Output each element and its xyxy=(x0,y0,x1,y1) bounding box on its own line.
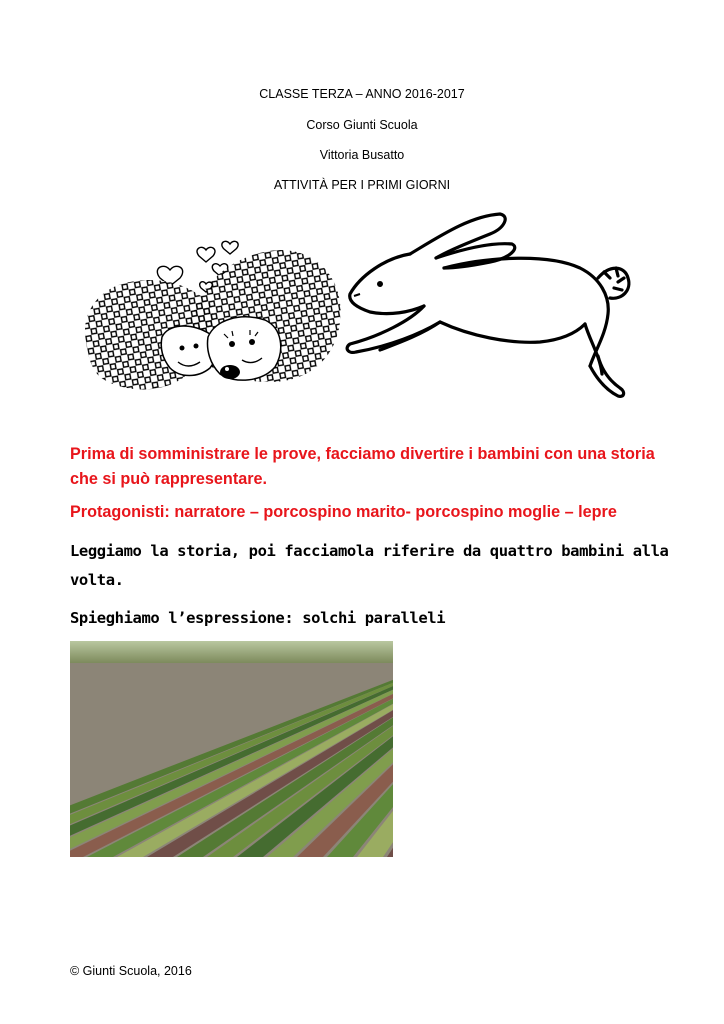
hare-illustration xyxy=(340,206,640,406)
copyright-footer: © Giunti Scuola, 2016 xyxy=(70,964,192,978)
protagonists-line: Protagonisti: narratore – porcospino marito- porcospino moglie – lepre xyxy=(70,503,617,521)
activity-title: ATTIVITÀ PER I PRIMI GIORNI xyxy=(273,178,451,192)
class-year-heading: CLASSE TERZA – ANNO 2016-2017 xyxy=(259,87,465,101)
reading-instruction: Leggiamo la storia, poi facciamola riferire da quattro bambini alla volta. xyxy=(70,542,669,589)
author-name: Vittoria Busatto xyxy=(319,148,405,162)
parallel-furrows-photo xyxy=(70,641,393,857)
course-name: Corso Giunti Scuola xyxy=(306,118,418,132)
hedgehogs-illustration xyxy=(70,232,345,407)
intro-paragraph: Prima di somministrare le prove, facciamo divertire i bambini con una storia che si può rappresentare. xyxy=(70,445,655,488)
expression-instruction: Spieghiamo l’espressione: solchi paralleli xyxy=(70,609,446,627)
